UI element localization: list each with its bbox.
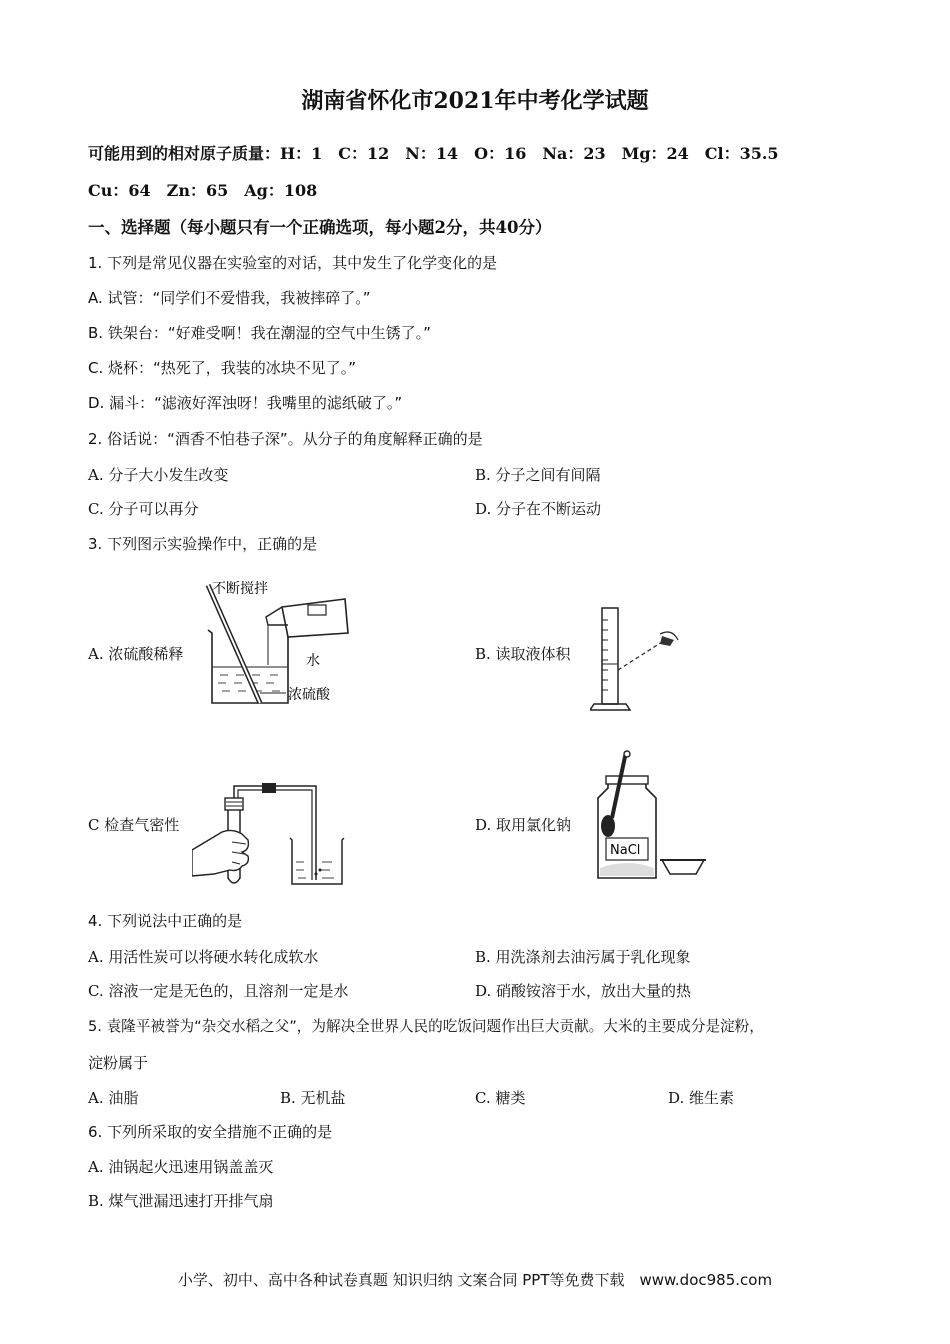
atomic-mass-line-2: Cu：64 Zn：65 Ag：108 — [88, 181, 318, 200]
question-4-option-a: A. 用活性炭可以将硬水转化成软水 — [88, 948, 319, 966]
question-2-option-a: A. 分子大小发生改变 — [88, 466, 229, 484]
question-3-option-d: D. 取用氯化钠 — [475, 816, 572, 834]
question-4-option-b: B. 用洗涤剂去油污属于乳化现象 — [475, 948, 691, 966]
section-heading: 一、选择题（每小题只有一个正确选项，每小题2分，共40分） — [88, 218, 552, 237]
figure-reagent-bottle — [592, 748, 712, 883]
question-2-option-d: D. 分子在不断运动 — [475, 500, 602, 518]
figure-airtightness-check — [192, 780, 352, 890]
label-concentrated-acid: 浓硫酸 — [288, 687, 330, 703]
question-4-stem: 4. 下列说法中正确的是 — [88, 912, 243, 930]
question-5-option-d: D. 维生素 — [668, 1089, 735, 1107]
question-4-option-d: D. 硝酸铵溶于水，放出大量的热 — [475, 982, 692, 1000]
question-2-option-c: C. 分子可以再分 — [88, 500, 199, 518]
question-3-option-c: C 检查气密性 — [88, 816, 180, 834]
label-nacl: NaCl — [610, 843, 641, 858]
question-2-stem: 2. 俗话说：“酒香不怕巷子深”。从分子的角度解释正确的是 — [88, 430, 483, 448]
figure-acid-dilution — [190, 575, 360, 715]
question-1-option-b: B. 铁架台：“好难受啊！我在潮湿的空气中生锈了。” — [88, 324, 431, 342]
page-title: 湖南省怀化市2021年中考化学试题 — [301, 88, 649, 114]
question-2-option-b: B. 分子之间有间隔 — [475, 466, 601, 484]
question-5-option-b: B. 无机盐 — [280, 1089, 346, 1107]
question-6-option-a: A. 油锅起火迅速用锅盖盖灭 — [88, 1158, 274, 1176]
question-3-stem: 3. 下列图示实验操作中，正确的是 — [88, 535, 318, 553]
page-footer: 小学、初中、高中各种试卷真题 知识归纳 文案合同 PPT等免费下载 www.doc985.com — [177, 1271, 773, 1289]
question-6-option-b: B. 煤气泄漏迅速打开排气扇 — [88, 1192, 274, 1210]
question-6-stem: 6. 下列所采取的安全措施不正确的是 — [88, 1123, 333, 1141]
question-1-option-a: A. 试管：“同学们不爱惜我，我被摔碎了。” — [88, 289, 371, 307]
question-3-option-b: B. 读取液体积 — [475, 645, 571, 663]
question-3-option-a: A. 浓硫酸稀释 — [88, 645, 184, 663]
question-1-option-c: C. 烧杯：“热死了，我装的冰块不见了。” — [88, 359, 357, 377]
question-5-stem-line-2: 淀粉属于 — [88, 1054, 149, 1072]
question-4-option-c: C. 溶液一定是无色的，且溶剂一定是水 — [88, 982, 349, 1000]
question-1-stem: 1. 下列是常见仪器在实验室的对话，其中发生了化学变化的是 — [88, 254, 498, 272]
figure-graduated-cylinder — [590, 600, 690, 715]
question-1-option-d: D. 漏斗：“滤液好浑浊呀！我嘴里的滤纸破了。” — [88, 394, 403, 412]
question-5-option-c: C. 糖类 — [475, 1089, 526, 1107]
label-stir: 不断搅拌 — [212, 581, 268, 597]
question-5-option-a: A. 油脂 — [88, 1089, 139, 1107]
label-water: 水 — [306, 653, 320, 669]
atomic-mass-line-1: 可能用到的相对原子质量：H：1 C：12 N：14 O：16 Na：23 Mg：24 Cl：35.5 — [88, 144, 779, 163]
question-5-stem-line-1: 5. 袁隆平被誉为“杂交水稻之父”，为解决全世界人民的吃饭问题作出巨大贡献。大米的主要成分是淀粉， — [88, 1018, 764, 1035]
